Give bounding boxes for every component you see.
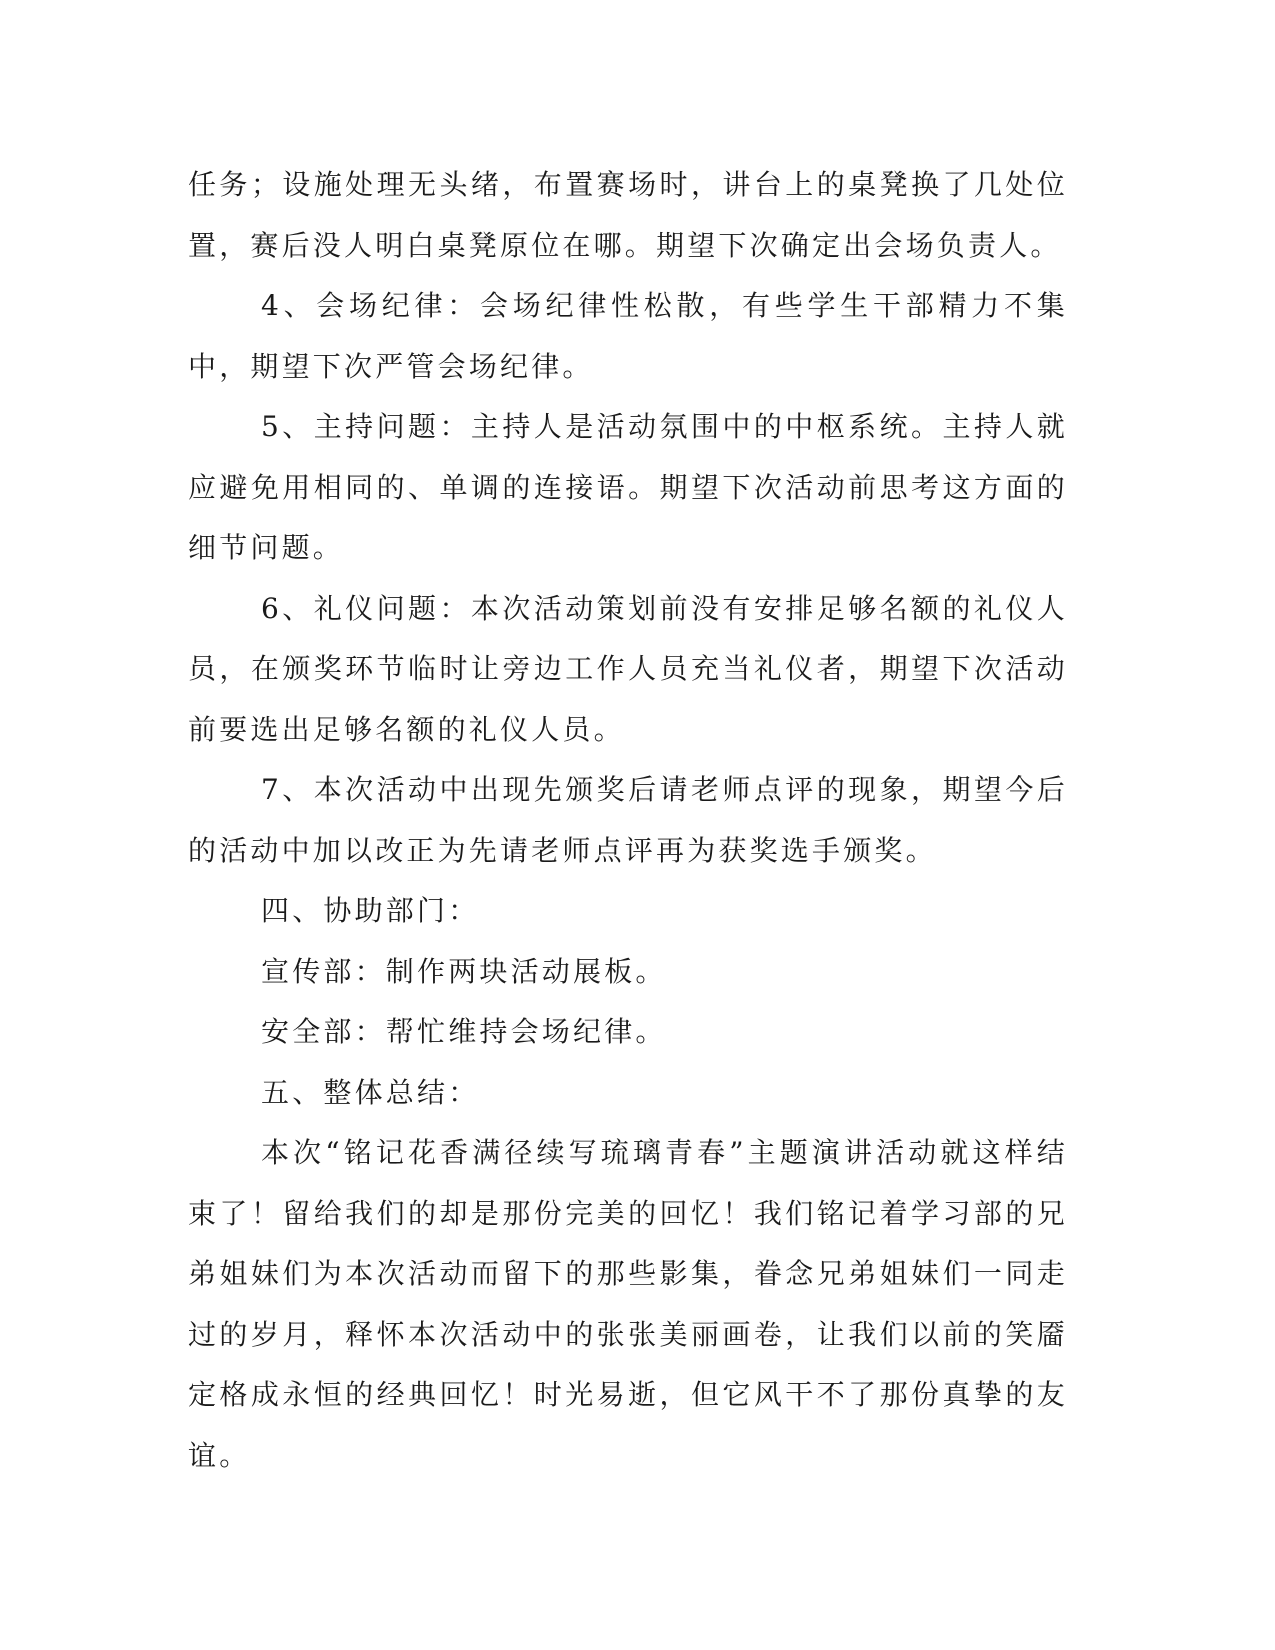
paragraph-award-order: 7、本次活动中出现先颁奖后请老师点评的现象，期望今后的活动中加以改正为先请老师点评再为获奖选手颁奖。 — [188, 773, 1068, 867]
section-heading-assisting-departments: 四、协助部门： — [261, 894, 480, 927]
section-heading-overall-summary: 五、整体总结： — [261, 1075, 480, 1109]
document-body — [188, 155, 1068, 1486]
paragraph-host-issue: 5、主持问题：主持人是活动氛围中的中枢系统。主持人就应避免用相同的、单调的连接语。期望下次活动前思考这方面的细节问题。 — [188, 410, 1068, 564]
paragraph-publicity-department: 宣传部：制作两块活动展板。 — [261, 954, 667, 988]
paragraph-summary: 本次“铭记花香满径续写琉璃青春”主题演讲活动就这样结束了！留给我们的却是那份完美的回忆！我们铭记着学习部的兄弟姐妹们为本次活动而留下的那些影集，眷念兄弟姐妹们一同走过的岁月，释怀本次活动中的张张美丽画卷，让我们以前的笑靥定格成永恒的经典回忆！时光易逝，但它风干不了那份真挚的友谊。 — [188, 1136, 1068, 1472]
paragraph-venue-discipline: 4、会场纪律：会场纪律性松散，有些学生干部精力不集中，期望下次严管会场纪律。 — [188, 289, 1068, 383]
paragraph-etiquette-issue: 6、礼仪问题：本次活动策划前没有安排足够名额的礼仪人员，在颁奖环节临时让旁边工作人员充当礼仪者，期望下次活动前要选出足够名额的礼仪人员。 — [188, 591, 1068, 746]
paragraph-security-department: 安全部：帮忙维持会场纪律。 — [261, 1015, 667, 1048]
paragraph-venue-continuation: 任务；设施处理无头绪，布置赛场时，讲台上的桌凳换了几处位置，赛后没人明白桌凳原位在哪。期望下次确定出会场负责人。 — [188, 168, 1068, 262]
